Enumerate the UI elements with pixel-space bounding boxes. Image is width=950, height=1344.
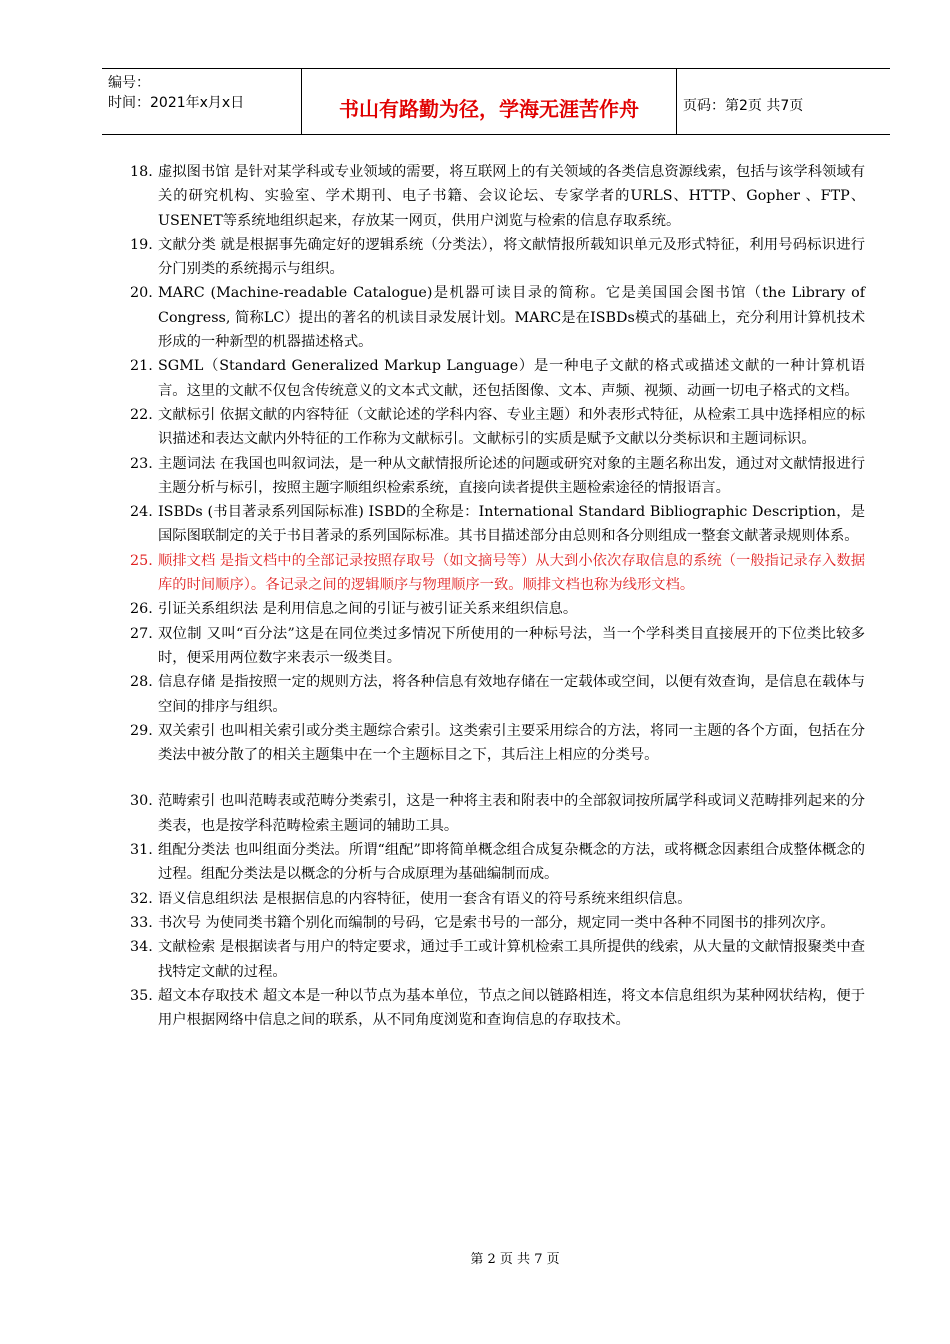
item-text: MARC (Machine-readable Catalogue)是机器可读目录的简称。它是美国国会图书馆（the Library of Congress, 简称LC）提出的著名的机读目录发展计划。MARC是在ISBDs模式的基础上，充分利用计算机技术形成的一种新型的机器描述格式。 bbox=[158, 285, 865, 351]
list-item bbox=[130, 911, 865, 935]
item-number: 27. bbox=[130, 625, 153, 642]
list-item bbox=[130, 354, 865, 403]
document-body bbox=[130, 160, 865, 1032]
item-text: ISBDs (书目著录系列国际标准) ISBD的全称是：International Standard Bibliographic Description，是国际图联制定的关于书目著录的系列国际标准。其书目描述部分由总则和各分则组成一整套文献著录规则体系。 bbox=[158, 504, 865, 545]
list-item bbox=[130, 233, 865, 282]
item-number: 20. bbox=[130, 285, 153, 302]
paragraph-gap bbox=[130, 767, 865, 789]
item-text: 主题词法 在我国也叫叙词法，是一种从文献情报所论述的问题或研究对象的主题名称出发，通过对文献情报进行主题分析与标引，按照主题字顺组织检索系统，直接向读者提供主题检索途径的情报语言。 bbox=[158, 455, 865, 496]
item-number: 19. bbox=[130, 236, 153, 253]
item-number: 28. bbox=[130, 674, 153, 691]
list-item bbox=[130, 500, 865, 549]
item-number: 34. bbox=[130, 939, 153, 956]
item-text: 书次号 为使同类书籍个别化而编制的号码，它是索书号的一部分，规定同一类中各种不同图书的排列次序。 bbox=[158, 914, 835, 931]
item-number: 30. bbox=[130, 793, 153, 810]
item-text: SGML（Standard Generalized Markup Language）是一种电子文献的格式或描述文献的一种计算机语言。这里的文献不仅包含传统意义的文本式文献，还包括图像、文本、声频、视频、动画一切电子格式的文档。 bbox=[158, 358, 865, 399]
list-item bbox=[130, 984, 865, 1033]
list-item bbox=[130, 670, 865, 719]
list-item bbox=[130, 935, 865, 984]
item-number: 32. bbox=[130, 890, 153, 907]
item-text: 超文本存取技术 超文本是一种以节点为基本单位，节点之间以链路相连，将文本信息组织为某种网状结构，便于用户根据网络中信息之间的联系，从不同角度浏览和查询信息的存取技术。 bbox=[158, 987, 865, 1029]
list-item bbox=[130, 403, 865, 452]
header-page-code: 页码：第2页 共7页 bbox=[683, 98, 804, 114]
item-text: 虚拟图书馆 是针对某学科或专业领域的需要，将互联网上的有关领域的各类信息资源线索，包括与该学科领域有关的研究机构、实验室、学术期刊、电子书籍、会议论坛、专家学者的URLS、HTTP、Gopher 、FTP、 USENET等系统地组织起来，存放某一网页，供用户浏览与检索的信息存取系统。 bbox=[158, 164, 865, 229]
header-meta bbox=[102, 69, 302, 134]
item-number: 33. bbox=[130, 914, 153, 931]
item-text: 顺排文档 是指文档中的全部记录按照存取号（如文摘号等）从大到小依次存取信息的系统（一般指记录存入数据库的时间顺序）。各记录之间的逻辑顺序与物理顺序一致。顺排文档也称为线形文档。 bbox=[158, 552, 865, 594]
item-number: 23. bbox=[130, 455, 153, 472]
document-time-label: 时间：2021年x月x日 bbox=[108, 95, 245, 111]
item-text: 双关索引 也叫相关索引或分类主题综合索引。这类索引主要采用综合的方法，将同一主题的各个方面，包括在分类法中被分散了的相关主题集中在一个主题标目之下，其后注上相应的分类号。 bbox=[158, 722, 865, 764]
header-motto: 书山有路勤为径，学海无涯苦作舟 bbox=[302, 69, 677, 134]
highlighted-list-item bbox=[130, 549, 865, 598]
list-item bbox=[130, 838, 865, 887]
item-number: 25. bbox=[130, 552, 153, 569]
item-text: 引证关系组织法 是利用信息之间的引证与被引证关系来组织信息。 bbox=[158, 601, 578, 618]
item-text: 信息存储 是指按照一定的规则方法，将各种信息有效地存储在一定载体或空间，以便有效查询，是信息在载体与空间的排序与组织。 bbox=[158, 674, 865, 715]
item-number: 22. bbox=[130, 406, 153, 423]
item-text: 组配分类法 也叫组面分类法。所谓“组配”即将简单概念组合成复杂概念的方法，或将概念因素组合成整体概念的过程。组配分类法是以概念的分析与合成原理为基础编制而成。 bbox=[158, 842, 865, 883]
item-text: 文献检索 是根据读者与用户的特定要求，通过手工或计算机检索工具所提供的线索，从大量的文献情报聚类中查找特定文献的过程。 bbox=[158, 939, 865, 980]
list-item bbox=[130, 597, 865, 621]
item-number: 26. bbox=[130, 601, 153, 618]
item-text: 文献分类 就是根据事先确定好的逻辑系统（分类法），将文献情报所载知识单元及形式特征，利用号码标识进行分门别类的系统揭示与组织。 bbox=[158, 236, 865, 278]
item-number: 21. bbox=[130, 358, 153, 375]
list-item bbox=[130, 452, 865, 501]
list-item bbox=[130, 719, 865, 768]
list-item bbox=[130, 281, 865, 354]
item-number: 35. bbox=[130, 987, 153, 1004]
list-item bbox=[130, 622, 865, 671]
item-number: 18. bbox=[130, 164, 153, 180]
item-text: 双位制 又叫“百分法”这是在同位类过多情况下所使用的一种标号法，当一个学科类目直接展开的下位类比较多时，便采用两位数字来表示一级类目。 bbox=[158, 625, 865, 666]
list-item bbox=[130, 789, 865, 838]
item-number: 29. bbox=[130, 722, 153, 739]
item-number: 31. bbox=[130, 842, 153, 859]
page-footer: 第 2 页 共 7 页 bbox=[470, 1252, 560, 1267]
item-text: 范畴索引 也叫范畴表或范畴分类索引，这是一种将主表和附表中的全部叙词按所属学科或词义范畴排列起来的分类表，也是按学科范畴检索主题词的辅助工具。 bbox=[158, 793, 865, 834]
document-number-label: 编号： bbox=[108, 75, 150, 91]
item-text: 语义信息组织法 是根据信息的内容特征，使用一套含有语义的符号系统来组织信息。 bbox=[158, 890, 692, 907]
list-item bbox=[130, 887, 865, 911]
item-number: 24. bbox=[130, 504, 153, 521]
list-item bbox=[130, 160, 865, 233]
page-header bbox=[102, 68, 890, 135]
item-text: 文献标引 依据文献的内容特征（文献论述的学科内容、专业主题）和外表形式特征，从检索工具中选择相应的标识描述和表达文献内外特征的工作称为文献标引。文献标引的实质是赋予文献以分类标识和主题词标识。 bbox=[158, 406, 865, 448]
